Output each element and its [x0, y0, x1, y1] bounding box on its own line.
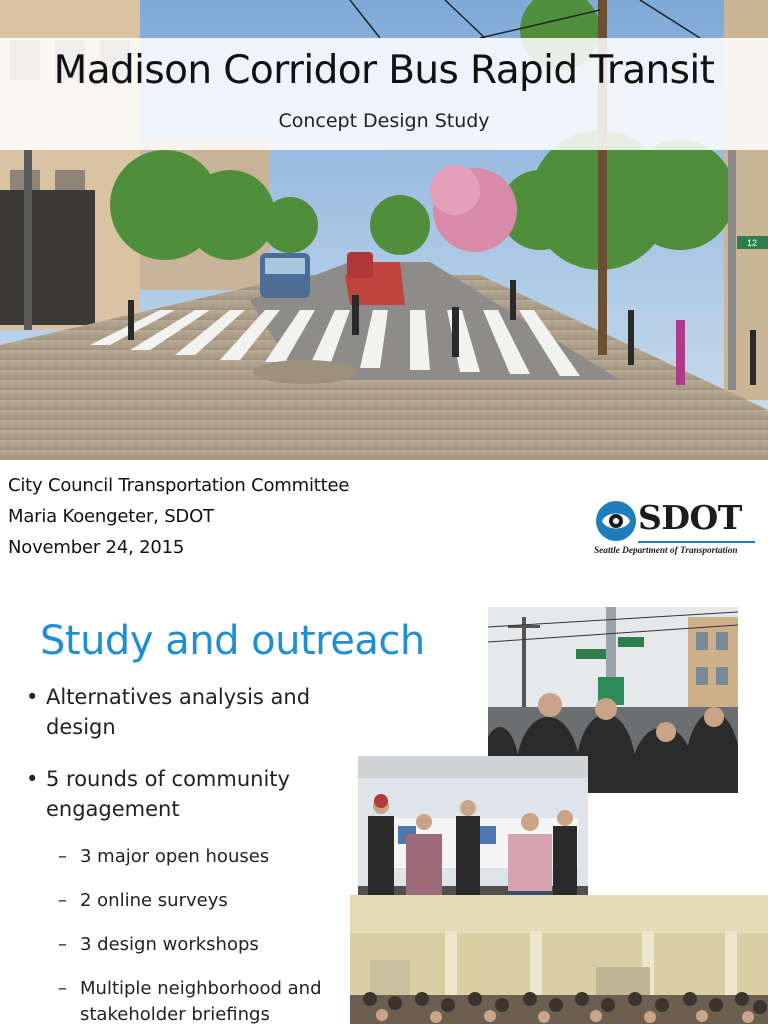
- title-band: [0, 38, 768, 150]
- bullet-dot-icon: •: [26, 685, 39, 709]
- dash-icon: –: [58, 934, 67, 955]
- bullet-text: Alternatives analysis and design: [46, 685, 311, 739]
- presentation-credits: [8, 470, 349, 563]
- slide-title: Madison Corridor Bus Rapid Transit: [53, 48, 715, 93]
- credit-date: November 24, 2015: [8, 537, 185, 558]
- sub-bullet-item: [24, 976, 350, 1028]
- sdot-logo: [592, 496, 760, 564]
- dash-icon: –: [58, 890, 67, 911]
- street-sign-text: 12: [746, 238, 758, 248]
- sdot-emblem-icon: [594, 498, 640, 544]
- bullet-item: [24, 682, 346, 742]
- photo-community-meeting: [350, 895, 768, 1024]
- logo-rule: [638, 541, 755, 543]
- bullet-dot-icon: •: [26, 767, 39, 791]
- slide-heading: Study and outreach: [40, 618, 425, 664]
- sdot-wordmark: SDOT: [638, 498, 742, 537]
- sub-bullet-text: 3 major open houses: [80, 846, 270, 867]
- credit-presenter: Maria Koengeter, SDOT: [8, 506, 214, 527]
- bullet-text: 5 rounds of community engagement: [46, 767, 290, 821]
- bullet-list: [24, 682, 350, 1028]
- sub-bullet-item: [24, 844, 350, 870]
- outreach-slide: [0, 590, 768, 1024]
- sub-bullet-item: [24, 888, 350, 914]
- sub-bullet-item: [24, 932, 350, 958]
- dash-icon: –: [58, 846, 67, 867]
- dash-icon: –: [58, 978, 67, 999]
- bullet-item: [24, 764, 346, 824]
- sdot-tagline: Seattle Department of Transportation: [594, 546, 738, 556]
- slide-subtitle: Concept Design Study: [278, 110, 490, 132]
- sub-bullet-text: Multiple neighborhood and stakeholder briefings: [80, 978, 322, 1025]
- hero-street-rendering: [0, 0, 768, 460]
- sub-bullet-text: 3 design workshops: [80, 934, 259, 955]
- credit-committee: City Council Transportation Committee: [8, 475, 350, 496]
- sub-bullet-text: 2 online surveys: [80, 890, 228, 911]
